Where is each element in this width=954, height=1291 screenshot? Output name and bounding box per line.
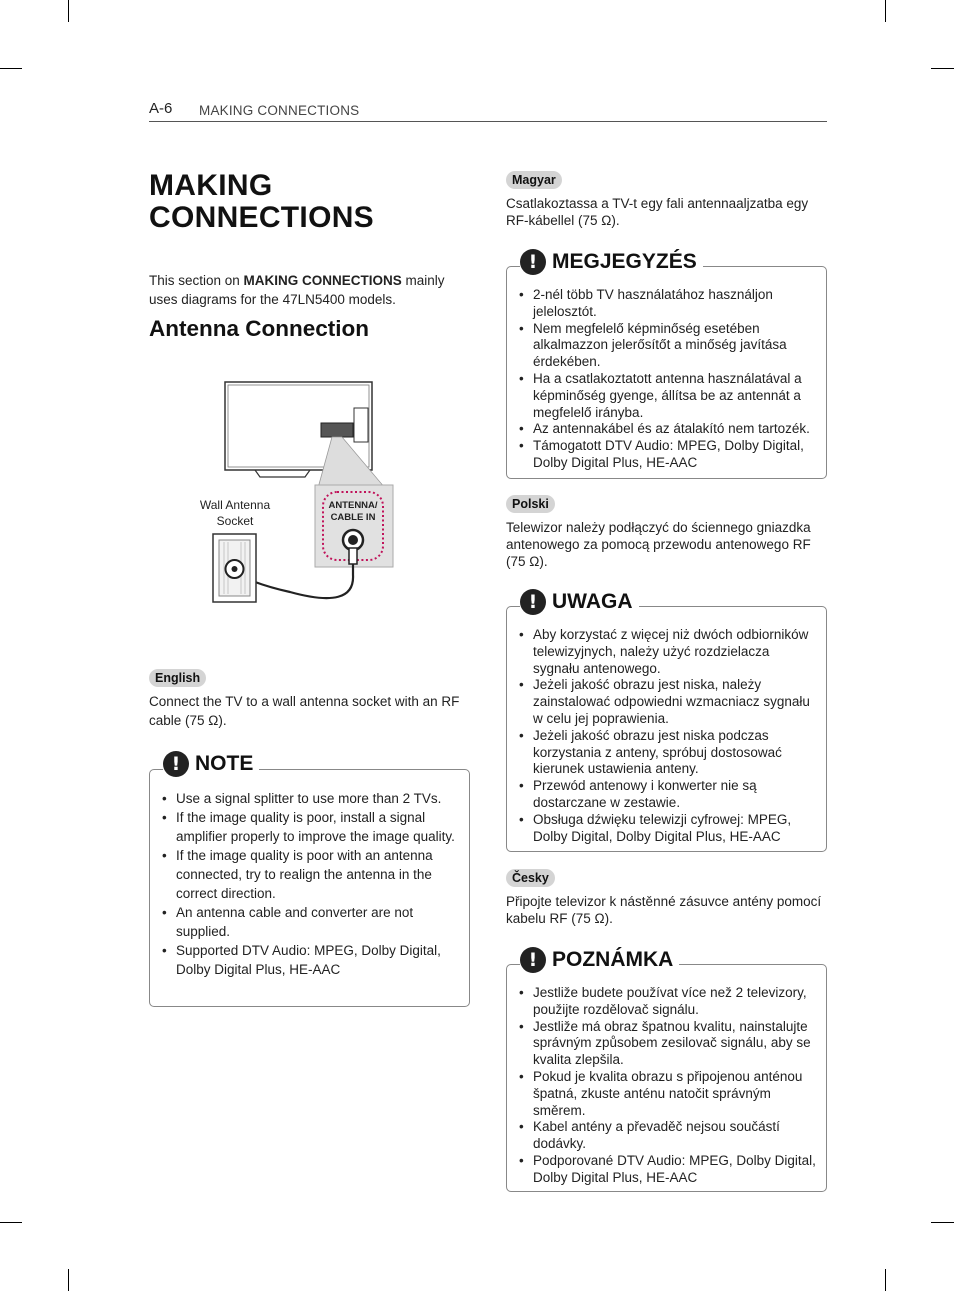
crop-mark [68,0,69,22]
cesky-note-list [519,985,819,1187]
note-title: MEGJEGYZÉS [552,250,697,273]
list-item: • Kabel antény a převaděč nejsou součástí dodávky. [519,1119,819,1153]
list-item: • If the image quality is poor with an antenna connected, try to realign the antenna in the correct direction. [162,846,462,903]
antenna-port [321,423,353,437]
exclamation-icon: ! [520,249,546,275]
crop-mark [885,0,886,22]
list-item: • Jeżeli jakość obrazu jest niska podczas korzystania z anteny, spróbuj dostosować kierunek ustawienia anteny. [519,728,819,778]
list-item: • Jeżeli jakość obrazu jest niska, należy zainstalować odpowiedni wzmacniacz sygnału w celu jej poprawienia. [519,677,819,727]
cesky-note-header [520,941,679,979]
list-item: • An antenna cable and converter are not supplied. [162,903,462,941]
section-heading: Antenna Connection [149,316,369,341]
note-title: UWAGA [552,590,633,613]
exclamation-icon: ! [520,947,546,973]
list-item: • Jestliže budete používat více než 2 televizory, použijte rozdělovač signálu. [519,985,819,1019]
language-badge: Magyar [506,171,562,189]
polski-note-header [520,583,639,621]
tv-stand [255,470,310,477]
english-instruction: Connect the TV to a wall antenna socket with an RF cable (75 Ω). [149,694,460,728]
list-item: • Pokud je kvalita obrazu s připojenou anténou špatná, zkuste anténu natočit správným směrem. [519,1069,819,1119]
crop-mark [885,1269,886,1291]
intro-text: mainly uses diagrams for the 47LN5400 models. [149,273,445,307]
intro-text: This section on [149,273,244,288]
list-item: • Podporované DTV Audio: MPEG, Dolby Digital, Dolby Digital Plus, HE-AAC [519,1153,819,1187]
list-item: • Obsługa dźwięku telewizji cyfrowej: MPEG, Dolby Digital, Dolby Digital Plus, HE-AAC [519,812,819,846]
crop-mark [931,1222,954,1223]
polski-instruction: Telewizor należy podłączyć do ściennego gniazdka antenowego za pomocą przewodu antenowego RF (75 Ω). [506,520,811,569]
language-badge: English [149,669,206,687]
wall-label-line1: Wall Antenna [199,498,271,512]
magyar-note-list [519,287,819,472]
page-title [149,170,479,234]
page-title-line: MAKING [149,169,273,202]
intro-bold: MAKING CONNECTIONS [243,273,402,288]
running-header: MAKING CONNECTIONS [199,103,360,118]
magyar-instruction: Csatlakoztassa a TV-t egy fali antennaaljzatba egy RF-kábellel (75 Ω). [506,196,809,228]
wall-label-line2: Socket [216,514,254,528]
crop-mark [0,68,22,69]
port-label-line1: ANTENNA/ [328,500,378,511]
language-badge: Polski [506,495,555,513]
list-item: • Az antennakábel és az átalakító nem tartozék. [519,421,819,438]
note-title: POZNÁMKA [552,948,674,971]
antenna-connection-diagram [190,370,410,610]
page-number: A-6 [149,100,173,117]
english-note-header [163,745,259,783]
list-item: • Przewód antenowy i konwerter nie są dostarczane w zestawie. [519,778,819,812]
list-item: • Ha a csatlakoztatott antenna használatával a képminőség gyenge, állítsa be az antennát a megfelelő irányba. [519,371,819,421]
note-title: NOTE [195,752,254,775]
polski-note-list [519,627,819,845]
list-item: • Aby korzystać z więcej niż dwóch odbiorników telewizyjnych, należy użyć rozdzielacza sygnału antenowego. [519,627,819,677]
list-item: • Nem megfelelő képminőség esetében alkalmazzon jelerősítőt a minőség javítása érdekében. [519,321,819,371]
list-item: • Jestliže má obraz špatnou kvalitu, nainstalujte správným způsobem zesilovač signálu, aby se kvalita zlepšila. [519,1019,819,1069]
list-item: • Supported DTV Audio: MPEG, Dolby Digital, Dolby Digital Plus, HE-AAC [162,941,462,979]
intro-paragraph [149,271,474,309]
page-title-line: CONNECTIONS [149,201,374,234]
list-item: • If the image quality is poor, install a signal amplifier properly to improve the image quality. [162,808,462,846]
language-badge: Česky [506,869,555,887]
crop-mark [68,1269,69,1291]
crop-mark [0,1222,22,1223]
crop-mark [931,68,954,69]
english-note-list [162,789,462,979]
exclamation-icon: ! [163,751,189,777]
magyar-note-header [520,243,703,281]
cesky-instruction: Připojte televizor k nástěnné zásuvce antény pomocí kabelu RF (75 Ω). [506,894,822,926]
list-item: • Támogatott DTV Audio: MPEG, Dolby Digital, Dolby Digital Plus, HE-AAC [519,438,819,472]
header-rule [149,121,827,122]
port-label-line2: CABLE IN [330,512,376,523]
list-item: • 2-nél több TV használatához használjon jelelosztót. [519,287,819,321]
list-item: • Use a signal splitter to use more than 2 TVs. [162,789,462,808]
exclamation-icon: ! [520,589,546,615]
